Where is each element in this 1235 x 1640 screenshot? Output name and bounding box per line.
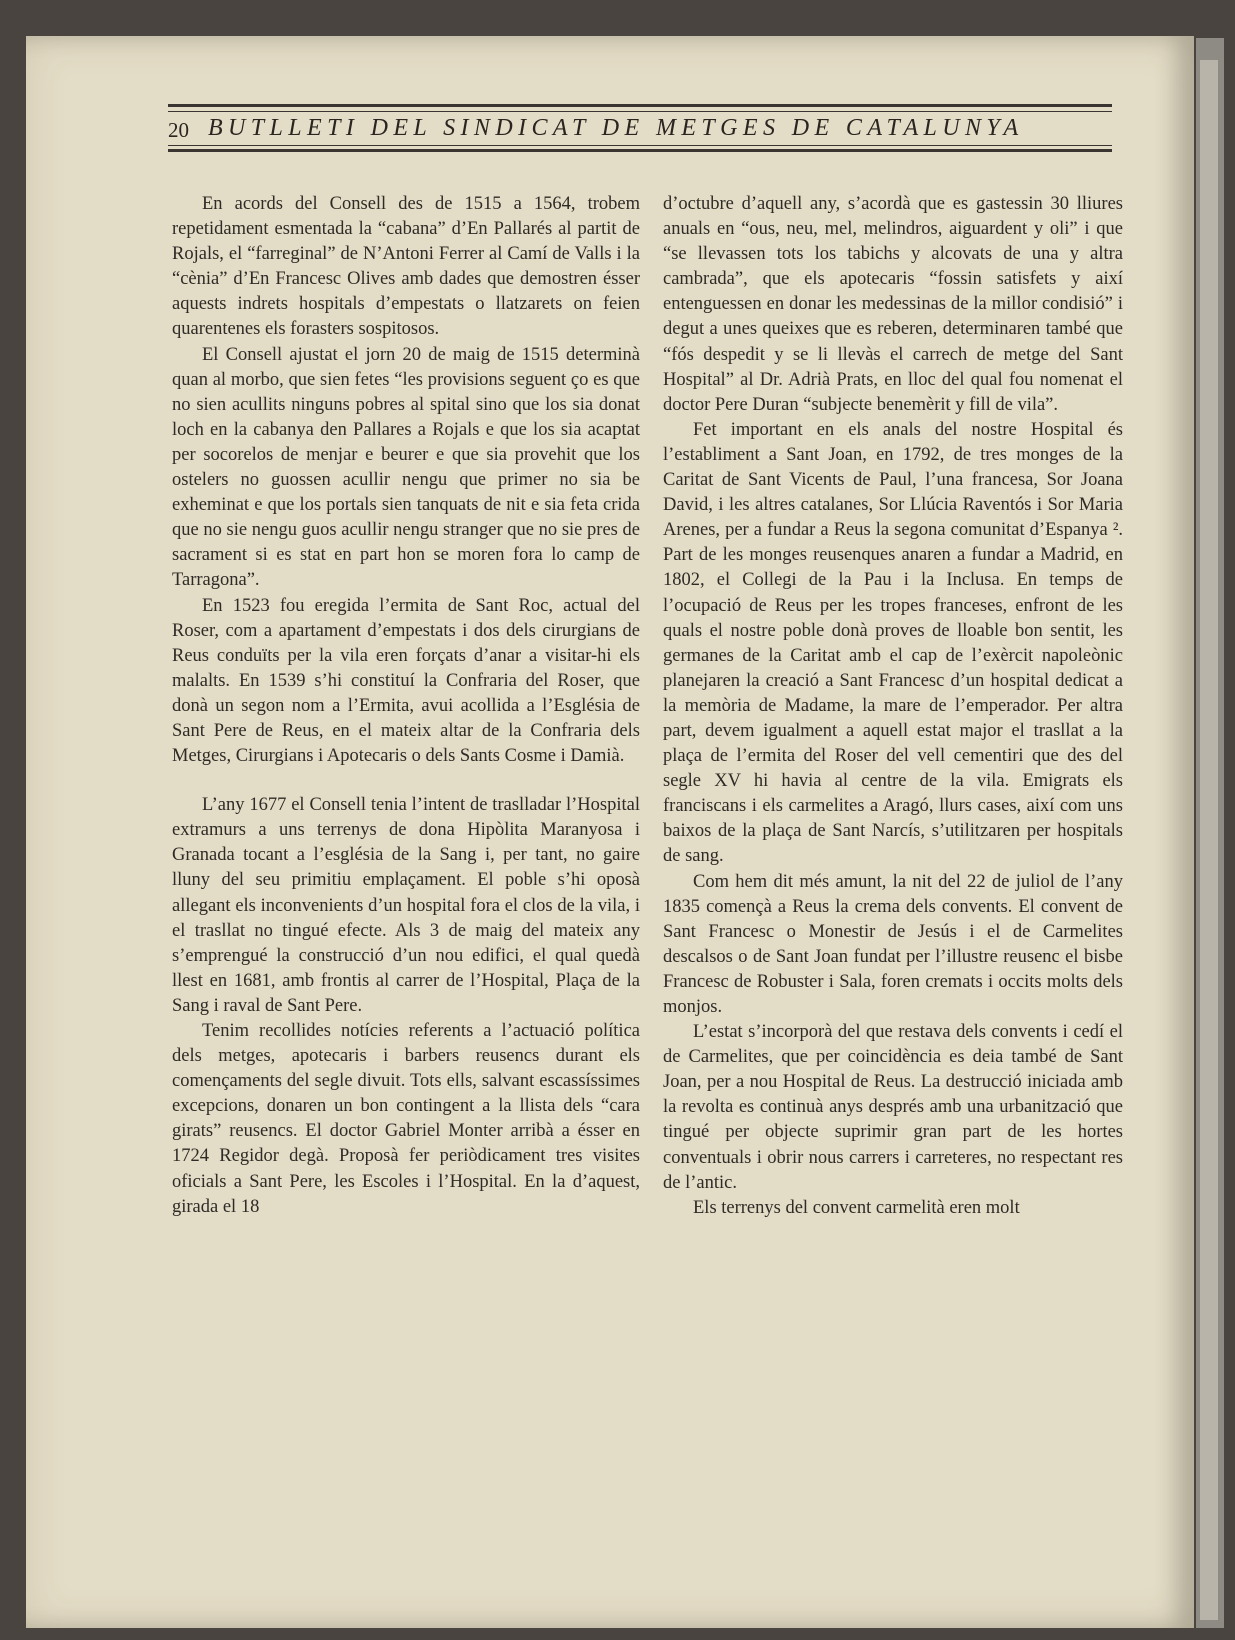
paragraph: L’any 1677 el Consell tenia l’intent de traslladar l’Hospital extramurs a uns terrenys de dona Hipòlita Maranyosa i Granada tocant a l’església de la Sang i, per tant, no gaire lluny del seu primitiu emplaçament. El poble s’hi oposà allegant els inconvenients d’un hospital fora el clos de la vila, i el trasllat no tingué efecte. Als 3 de maig del mateix any s’emprengué la construcció d’un nou edifici, el qual quedà llest en 1681, amb frontis al carrer de l’Hospital, Plaça de la Sang i raval de Sant Pere. — [172, 795, 640, 1016]
paragraph: Fet important en els anals del nostre Hospital és l’establiment a Sant Joan, en 1792, de tres monges de la Caritat de Sant Vicents de Paul, l’una francesa, Sor Joana David, i les altres catalanes, Sor Llúcia Raventós i Sor Maria Arenes, per a fundar a Reus la segona comunitat d’Espanya ². Part de les monges reusenques anaren a fundar a Madrid, en 1802, el Collegi de la Pau i la Inclusa. En temps de l’ocupació de Reus per les tropes franceses, enfront de les quals el nostre poble donà proves de lloable bon sentit, les germanes de la Caritat amb el cap de l’exèrcit napoleònic planejaren la creació a Sant Francesc d’un hospital dedicat a la memòria de Madame, la mare de l’emperador. Per altra part, devem igualment a aquell estat major el trasllat a la plaça de l’ermita del Roser del vell cementiri que des del segle XV hi havia al centre de la vila. Emigrats els franciscans i els carmelites a Aragó, llurs cases, així com uns baixos de la plaça de Sant Narcís, s’utilitzaren per hospitals de sang. — [663, 419, 1123, 867]
right-column — [663, 192, 1123, 1221]
running-title: BUTLLETI DEL SINDICAT DE METGES DE CATALUNYA — [208, 115, 1024, 141]
header-rule — [168, 145, 1112, 146]
page-header — [168, 104, 1112, 156]
paragraph: En acords del Consell des de 1515 a 1564, trobem repetidament esmentada la “cabana” d’En Pallarés al partit de Rojals, el “farreginal” de N’Antoni Ferrer al Camí de Valls i la “cènia” d’En Francesc Olives amb dades que demostren ésser aquests indrets hospitals d’empestats o llatzarets on feien quarentenes els forasters sospitosos. — [172, 194, 640, 340]
left-column — [172, 192, 640, 1220]
header-rule — [168, 104, 1112, 107]
section-gap — [172, 769, 640, 793]
page-number: 20 — [168, 118, 189, 142]
paragraph: Tenim recollides notícies referents a l’actuació política dels metges, apotecaris i barbers reusencs durant els començaments del segle divuit. Tots ells, salvant escassíssimes excepcions, donaren un bon contingent a la llista dels “cara girats” reusencs. El doctor Gabriel Monter arribà a ésser en 1724 Regidor degà. Proposà fer periòdicament tres visites oficials a Sant Pere, les Escoles i l’Hospital. En la d’aquest, girada el 18 — [172, 1021, 640, 1217]
paragraph: L’estat s’incorporà del que restava dels convents i cedí el de Carmelites, que per coincidència es deia també de Sant Joan, per a nou Hospital de Reus. La destrucció iniciada amb la revolta es continuà anys després amb una urbanització que tingué per objecte suprimir gran part de les hortes conventuals i obrir nous carrers i carreteres, no respectant res de l’antic. — [663, 1022, 1123, 1193]
header-rule — [168, 149, 1112, 152]
paragraph: d’octubre d’aquell any, s’acordà que es gastessin 30 lliures anuals en “ous, neu, mel, melindros, aiguardent y oli” i que “se llevassen tots los tabichs y alcovats de una y altra cambrada”, que els apotecaris “fossin satisfets y així entenguessen en donar les medessinas de la millor condisió” i degut a unes queixes que es reberen, determinaren també que “fós despedit y se li llevàs el carrech de metge del Sant Hospital” al Dr. Adrià Prats, en lloc del qual fou nomenat el doctor Pere Duran “subjecte benemèrit y fill de vila”. — [663, 194, 1123, 415]
paragraph: Els terrenys del convent carmelità eren molt — [693, 1197, 1020, 1218]
page-edge-inner — [1200, 60, 1218, 1620]
paragraph: Com hem dit més amunt, la nit del 22 de juliol de l’any 1835 començà a Reus la crema dels convents. El convent de Sant Francesc o Monestir de Jesús i el de Carmelites descalsos o de Sant Joan fundat per l’illustre reusenc el bisbe Francesc de Robuster i Sala, foren cremats i occits molts dels monjos. — [663, 871, 1123, 1017]
header-rule — [168, 111, 1112, 112]
paragraph: En 1523 fou eregida l’ermita de Sant Roc, actual del Roser, com a apartament d’empestats i dos dels cirurgians de Reus conduïts per la vila eren forçats d’anar a visitar-hi els malalts. En 1539 s’hi constituí la Confraria del Roser, que donà un segon nom a l’Ermita, avui acollida a l’Església de Sant Pere de Reus, en el mateix altar de la Confraria dels Metges, Cirurgians i Apotecaris o dels Sants Cosme i Damià. — [172, 595, 640, 767]
paragraph: El Consell ajustat el jorn 20 de maig de 1515 determinà quan al morbo, que sien fetes “les provisions seguent ço es que no sien acullits ninguns pobres al spital sino que los sia donat loch en la cabanya den Pallares a Rojals e que los sia acaptat per socorelos de menjar e beurer e que sia provehit que los ostelers no guossen acullir nengu que primer no sia be exheminat e que los portals sien tanquats de nit e sia feta crida que no sie nengu guos acullir nengu stranger que no sie pres de sacrament si es stat en part hon se moren fora lo camp de Tarragona”. — [172, 344, 640, 591]
